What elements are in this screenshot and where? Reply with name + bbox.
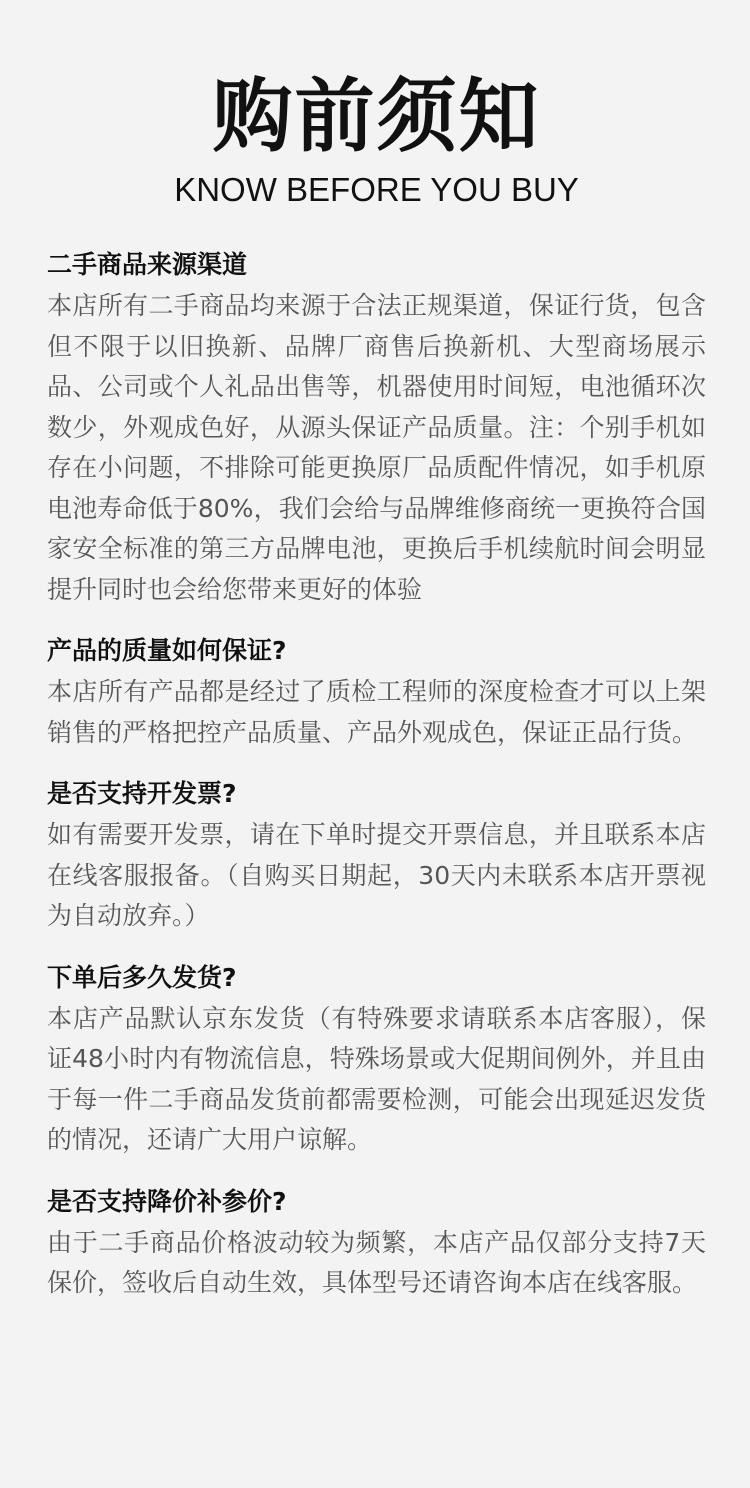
faq-section-source [47, 248, 706, 610]
section-heading: 是否支持开发票? [47, 779, 237, 808]
page-title: 购前须知 [212, 70, 541, 163]
section-heading: 二手商品来源渠道 [47, 250, 248, 279]
section-body: 本店产品默认京东发货（有特殊要求请联系本店客服），保证48小时内有物流信息，特殊场景或大促期间例外，并且由于每一件二手商品发货前都需要检测，可能会出现延迟发货的情况，还请广大用户谅解。 [47, 1003, 706, 1154]
faq-section-price-protection [47, 1185, 706, 1304]
section-heading: 下单后多久发货? [47, 962, 237, 992]
section-body: 本店所有二手商品均来源于合法正规渠道，保证行货，包含但不限于以旧换新、品牌厂商售后换新机、大型商场展示品、公司或个人礼品出售等，机器使用时间短，电池循环次数少，外观成色好，从源头保证产品质量。注：个别手机如存在小问题，不排除可能更换原厂品质配件情况，如手机原电池寿命低于80%，我们会给与品牌维修商统一更换符合国家安全标准的第三方品牌电池，更换后手机续航时间会明显提升同时也会给您带来更好的体验 [47, 291, 706, 604]
notice-page [0, 72, 750, 1488]
section-body: 本店所有产品都是经过了质检工程师的深度检查才可以上架销售的严格把控产品质量、产品外观成色，保证正品行货。 [47, 677, 706, 747]
section-body: 如有需要开发票，请在下单时提交开票信息，并且联系本店在线客服报备。（自购买日期起，30天内未联系本店开票视为自动放弃。） [47, 820, 706, 930]
page-subtitle: KNOW BEFORE YOU BUY [174, 171, 579, 208]
section-heading: 是否支持降价补参价? [47, 1186, 287, 1216]
faq-section-invoice [47, 777, 706, 937]
section-heading: 产品的质量如何保证? [47, 636, 287, 665]
section-body: 由于二手商品价格波动较为频繁，本店产品仅部分支持7天保价，签收后自动生效，具体型号还请咨询本店在线客服。 [47, 1227, 706, 1297]
faq-section-shipping [47, 961, 706, 1161]
faq-section-quality [47, 634, 706, 753]
faq-sections [47, 248, 706, 1304]
